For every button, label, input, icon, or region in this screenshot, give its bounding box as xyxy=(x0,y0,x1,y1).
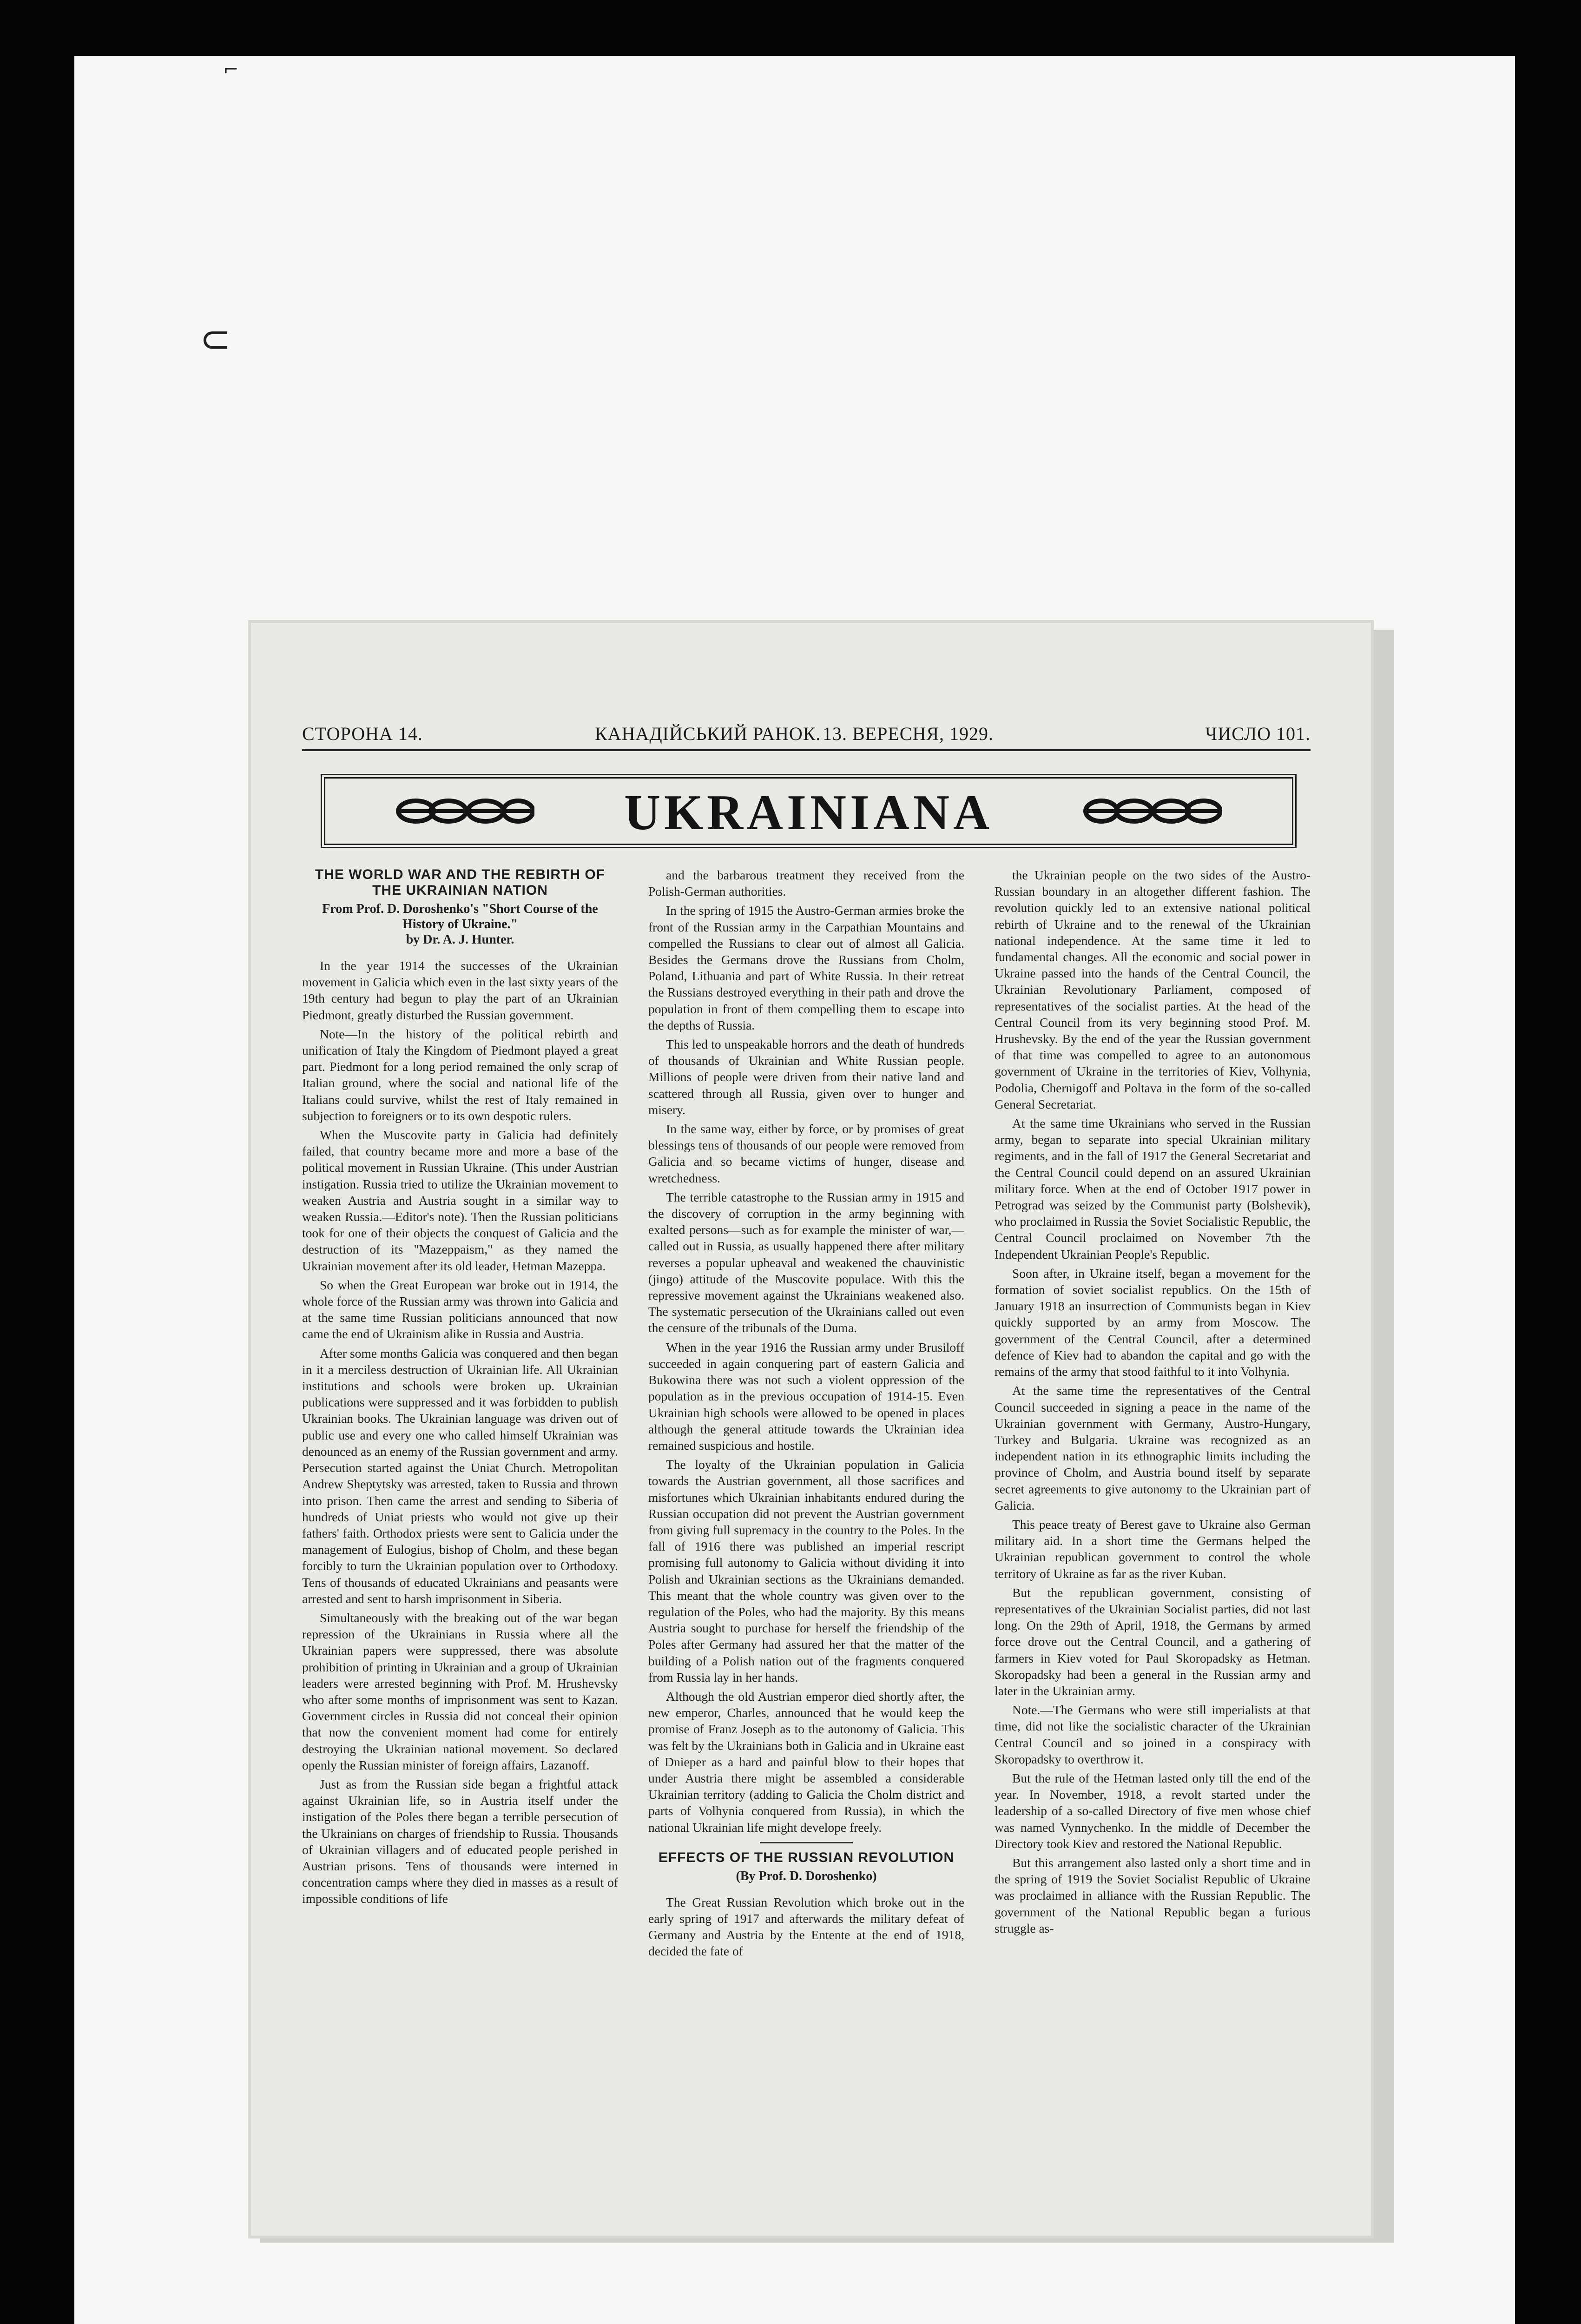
paragraph: The loyalty of the Ukrainian population in Galicia towards the Austrian government, all those sacrifices and misfortunes which Ukrainian inhabitants endured during the Russian occupation did not prevent the Austrian government from giving full supremacy in the country to the Poles. In the fall of 1916 there was published an imperial rescript promising full autonomy to Galicia without dividing it into Polish and Ukrainian sections as the Ukrainians demanded. This meant that the whole country was given over to the regulation of the Poles, who had the majority. By this means Austria sought to purchase for herself the friendship of the Poles after Germany had assured her that the matter of the building of a Polish nation out of the fragments conquered from Russia lay in her hands. xyxy=(648,1457,964,1684)
paragraph: In the year 1914 the successes of the Ukrainian movement in Galicia which even in the last sixty years of the 19th century had begun to play the part of an Ukrainian Piedmont, greatly disturbed the Russian government. xyxy=(302,958,618,1022)
issue-date: 13. ВЕРЕСНЯ, 1929. xyxy=(823,723,994,744)
paragraph: Note—In the history of the political rebirth and unification of Italy the Kingdom of Piedmont played a great part. Piedmont for a long period remained the only scrap of Italian ground, where the social and national life of the Italians could survive, whilst the rest of Italy remained in subjection to foreigners or to its own despotic rulers. xyxy=(302,1026,618,1123)
newspaper-name: КАНАДІЙСЬКИЙ РАНОК. xyxy=(595,723,821,744)
article-body-col2 xyxy=(648,867,964,1835)
paragraph: The Great Russian Revolution which broke out in the early spring of 1917 and afterwards the military defeat of Germany and Austria by the Entente at the end of 1918, decided the fate of xyxy=(648,1895,964,1959)
paragraph: In the same way, either by force, or by promises of great blessings tens of thousands of our people were removed from Galicia and so became victims of hunger, disease and wretchedness. xyxy=(648,1122,964,1185)
paragraph: Just as from the Russian side began a frightful attack against Ukrainian life, so in Austria itself under the instigation of the Poles there began a terrible persecution of the Ukrainians on charges of friendship to Russia. Thousands of Ukrainian villagers and of educated people perished in Austrian prisons. Tens of thousands were interned in concentration camps where they died in masses as a result of impossible conditions of life xyxy=(302,1776,618,1906)
paragraph: This led to unspeakable horrors and the death of hundreds of thousands of Ukrainian and White Russian people. Millions of people were driven from their native land and scattered through all Russia, given over to hunger and misery. xyxy=(648,1037,964,1117)
article-source: From Prof. D. Doroshenko's "Short Course of the History of Ukraine." xyxy=(322,902,598,931)
article2-body-col2 xyxy=(648,1894,964,1960)
article2-byline: (By Prof. D. Doroshenko) xyxy=(736,1868,877,1883)
paragraph: But this arrangement also lasted only a short time and in the spring of 1919 the Soviet Socialist Republic of Ukraine was proclaimed in alliance with the Russian Republic. The government of the National Republic began a furious struggle as- xyxy=(995,1855,1311,1935)
paragraph: After some months Galicia was conquered and then began in it a merciless destruction of Ukrainian life. All Ukrainian institutions and schools were broken up. Ukrainian publications were suppressed and it was forbidden to publish Ukrainian books. The Ukrainian language was driven out of public use and every one who called himself Ukrainian was denounced as an enemy of the Russian government and army. Persecution started against the Uniat Church. Metropolitan Andrew Sheptytsky was arrested, taken to Russia and thrown into prison. Then came the arrest and sending to Siberia of hundreds of Uniat priests who would not give up their fathers' faith. Orthodox priests were sent to Galicia under the management of Eulogius, bishop of Cholm, and these began forcibly to turn the Ukrainian population over to Orthodoxy. Tens of thousands of educated Ukrainians and peasants were arrested and sent to harsh imprisonment in Siberia. xyxy=(302,1346,618,1606)
article2-title: EFFECTS OF THE RUSSIAN REVOLUTION xyxy=(658,1849,955,1865)
column-1 xyxy=(302,867,618,2159)
paragraph: and the barbarous treatment they received from the Polish-German authorities. xyxy=(648,868,964,899)
article-body-col1 xyxy=(302,957,618,1907)
paragraph: When in the year 1916 the Russian army under Brusiloff succeeded in again conquering part of eastern Galicia and Bukowina there was not such a violent oppression of the population as in the previous occupation of 1914-15. Even Ukrainian high schools were allowed to be opened in places although the general attitude towards the Ukrainian idea remained suspicious and hostile. xyxy=(648,1340,964,1452)
paragraph: Simultaneously with the breaking out of the war began repression of the Ukrainians in Russia where all the Ukrainian papers were suppressed, there was absolute prohibition of printing in Ukrainian and a group of Ukrainian leaders were arrested beginning with Prof. M. Hrushevsky who after some months of imprisonment was sent to Kazan. Government circles in Russia did not conceal their opinion that now the convenient moment had come for entirely destroying the Ukrainian national movement. So declared openly the Russian minister of foreign affairs, Lazanoff. xyxy=(302,1610,618,1772)
banner-title: UKRAINIANA xyxy=(624,785,994,840)
paragraph: Note.—The Germans who were still imperialists at that time, did not like the socialistic character of the Ukrainian Central Council and so joined in a conspiracy with Skoropadsky to overthrow it. xyxy=(995,1703,1311,1766)
paragraph: When the Muscovite party in Galicia had definitely failed, that country became more and more a base of the political movement in Russian Ukraine. (This under Austrian instigation. Russia tried to utilize the Ukrainian movement to weaken Austria and Austria sought in a similar way to weaken Russia.—Editor's note). Then the Russian politicians took for one of their objects the conquest of Galicia and the destruction of its "Mazeppaism," as they named the Ukrainian movement after its old leader, Hetman Mazeppa. xyxy=(302,1128,618,1273)
banner-ornament-right-icon xyxy=(1083,797,1222,825)
paragraph: But the rule of the Hetman lasted only till the end of the year. In November, 1918, a revolt started under the leadership of a so-called Directory of five men whose chief was named Vynnychenko. In the middle of December the Directory took Kiev and restored the National Republic. xyxy=(995,1770,1311,1851)
page-number: СТОРОНА 14. xyxy=(302,723,423,744)
paragraph: But the republican government, consisting of representatives of the Ukrainian Socialist parties, did not last long. On the 29th of April, 1918, the Germans by armed force drove out the Central Council, and a gathering of farmers in Kiev voted for Paul Skoropadsky as Hetman. Skoropadsky had been a general in the Russian army and later in the Ukrainian army. xyxy=(995,1585,1311,1698)
paragraph: At the same time Ukrainians who served in the Russian army, began to separate into special Ukrainian military regiments, and in the fall of 1917 the General Secretariat and the Central Council could depend on an assured Ukrainian military force. When at the end of October 1917 power in Petrograd was seized by the Communist party (Bolshevik), who proclaimed in Russia the Soviet Socialistic Republic, the Central Council proclaimed on November 7th the Independent Ukrainian People's Republic. xyxy=(995,1116,1311,1261)
column-3 xyxy=(995,867,1311,2159)
paragraph: The terrible catastrophe to the Russian army in 1915 and the discovery of corruption in the army beginning with exalted persons—such as for example the minister of war,—called out in Russia, as usually happened there after military reverses a popular upheaval and weakened the chauvinistic (jingo) attitude of the Muscovite populace. With this the repressive movement against the Ukrainians weakened also. The systematic persecution of the Ukrainians called out even the censure of the tribunals of the Duma. xyxy=(648,1189,964,1335)
issue-number: ЧИСЛО 101. xyxy=(1205,723,1311,744)
section-banner xyxy=(321,774,1297,848)
paragraph: This peace treaty of Berest gave to Ukraine also German military aid. In a short time the Germans helped the Ukrainian republican government to control the whole territory of Ukraine as far as the river Kuban. xyxy=(995,1517,1311,1581)
paragraph: the Ukrainian people on the two sides of the Austro-Russian boundary in an altogether different fashion. The revolution quickly led to an extensive national political rebirth of Ukraine and to the renewal of the Ukrainian national independence. At the same time it led to fundamental changes. All the economic and social power in Ukraine passed into the hands of the Central Council, the Ukrainian Revolutionary Parliament, composed of representatives of the socialist parties. At the head of the Central Council from its very beginning stood Prof. M. Hrushevsky. By the end of the year the Russian government of that time was compelled to agree to an autonomous government of Ukraine in the territories of Kiev, Volhynia, Podolia, Chernigoff and Poltava in the form of the so-called General Secretariat. xyxy=(995,868,1311,1111)
article2-body-col3 xyxy=(995,867,1311,1936)
newspaper-page xyxy=(251,623,1371,2236)
column-2 xyxy=(648,867,964,2159)
scan-hook-icon: ⊂ xyxy=(200,317,231,361)
paragraph: Soon after, in Ukraine itself, began a movement for the formation of soviet socialist republics. On the 15th of January 1918 an insurrection of Communists began in Kiev quickly supported by an army from Moscow. The government of the Central Council, after a determined defence of Kiev had to abandon the capital and go with the remains of the army that stood faithful to it into Volhynia. xyxy=(995,1266,1311,1379)
scan-tick-icon: ⌐ xyxy=(223,59,239,80)
masthead xyxy=(302,723,1311,751)
section-divider xyxy=(760,1842,853,1843)
article-title: THE WORLD WAR AND THE REBIRTH OF THE UKRAINIAN NATION xyxy=(315,867,606,898)
article-byline: by Dr. A. J. Hunter. xyxy=(406,932,514,947)
masthead-rule xyxy=(302,749,1311,751)
paragraph: In the spring of 1915 the Austro-German armies broke the front of the Russian army in the Carpathian Mountains and compelled the Russians to clear out of almost all Galicia. Besides the Germans drove the Russians from Cholm, Poland, Lithuania and part of White Russia. In their retreat the Russians destroyed everything in their path and drove the population in front of them compelling them to escape into the depths of Russia. xyxy=(648,903,964,1032)
paragraph: So when the Great European war broke out in 1914, the whole force of the Russian army was thrown into Galicia and at the same time Russian politicians announced that now came the end of Ukrainism alike in Russia and Austria. xyxy=(302,1277,618,1341)
paragraph: At the same time the representatives of the Central Council succeeded in signing a peace in the name of the Ukrainian government with Germany, Austro-Hungary, Turkey and Bulgaria. Ukraine was recognized as an independent nation in its ethnographic limits including the province of Cholm, and Austria bound itself by separate secret agreements to give autonomy to the Ukrainian part of Galicia. xyxy=(995,1383,1311,1512)
paragraph: Although the old Austrian emperor died shortly after, the new emperor, Charles, announced that he would keep the promise of Franz Joseph as to the autonomy of Galicia. This was felt by the Ukrainians both in Galicia and in Ukraine east of Dnieper as a hard and painful blow to their hopes that under Austria there might be assembled a considerable Ukrainian territory (adding to Galicia the Cholm district and parts of Volhynia conquered from Russia), in which the national Ukrainian life might develope freely. xyxy=(648,1689,964,1835)
